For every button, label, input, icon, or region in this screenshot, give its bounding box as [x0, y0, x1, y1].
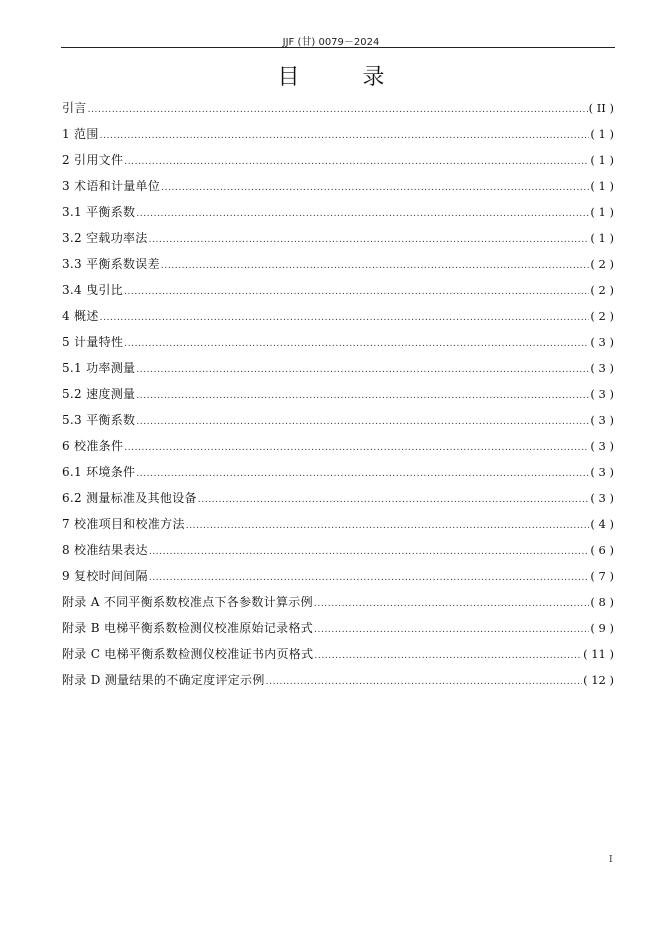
toc-page-number: ( 3 ) [590, 413, 614, 427]
toc-entry-label: 4 概述 [62, 309, 99, 323]
toc-page-number: ( 1 ) [590, 231, 614, 245]
toc-page-number: ( 12 ) [583, 673, 614, 687]
toc-dot-leader [136, 203, 589, 225]
toc-page-number: ( 3 ) [590, 361, 614, 375]
document-code-header: JJF (甘) 0079－2024 [282, 37, 380, 48]
toc-dot-leader [88, 99, 588, 121]
toc-dot-leader [149, 541, 590, 563]
toc-entry-label: 附录 C 电梯平衡系数检测仪校准证书内页格式 [62, 647, 314, 661]
toc-dot-leader [314, 619, 589, 641]
toc-page-number: ( 2 ) [590, 257, 614, 271]
toc-page-number: ( 8 ) [590, 595, 614, 609]
toc-entry-6-2[interactable] [62, 487, 614, 513]
toc-page-number: ( 3 ) [590, 439, 614, 453]
toc-page-number: ( 1 ) [590, 153, 614, 167]
toc-page-number: ( 11 ) [583, 647, 614, 661]
toc-dot-leader [136, 359, 589, 381]
toc-entry-6-1[interactable] [62, 461, 614, 487]
toc-entry-label: 附录 B 电梯平衡系数检测仪校准原始记录格式 [62, 621, 314, 635]
toc-entry-label: 9 复校时间间隔 [62, 569, 148, 583]
toc-entry-5[interactable] [62, 331, 614, 357]
toc-dot-leader [124, 281, 589, 303]
toc-entry-label: 7 校准项目和校准方法 [62, 517, 185, 531]
toc-entry-label: 5.3 平衡系数 [62, 413, 136, 427]
toc-entry-5-2[interactable] [62, 383, 614, 409]
toc-entry-label: 3.4 曳引比 [62, 283, 123, 297]
toc-entry-label: 5.2 速度测量 [62, 387, 136, 401]
toc-entry-5-1[interactable] [62, 357, 614, 383]
toc-page-number: ( 1 ) [590, 127, 614, 141]
toc-page-number: ( 3 ) [590, 387, 614, 401]
toc-dot-leader [198, 489, 590, 511]
toc-entry-label: 5 计量特性 [62, 335, 124, 349]
toc-entry-label: 6 校准条件 [62, 439, 124, 453]
toc-entry-1[interactable] [62, 123, 614, 149]
toc-entry-2[interactable] [62, 149, 614, 175]
toc-entry-label: 1 范围 [62, 127, 99, 141]
toc-page-number: ( 6 ) [590, 543, 614, 557]
toc-page-number: ( 3 ) [590, 465, 614, 479]
toc-dot-leader [100, 307, 590, 329]
toc-entry-label: 3 术语和计量单位 [62, 179, 161, 193]
toc-page-number: ( 2 ) [590, 309, 614, 323]
toc-page-number: ( 2 ) [590, 283, 614, 297]
toc-dot-leader [314, 593, 589, 615]
header-rule [61, 47, 615, 48]
toc-dot-leader [149, 229, 590, 251]
toc-entry-3-4[interactable] [62, 279, 614, 305]
toc-page-number: ( 3 ) [590, 491, 614, 505]
toc-entry-label: 6.2 测量标准及其他设备 [62, 491, 197, 505]
table-of-contents [62, 97, 614, 695]
footer-page-number: I [609, 855, 613, 865]
toc-entry-appendix-b[interactable] [62, 617, 614, 643]
toc-dot-leader [266, 671, 582, 693]
toc-entry-label: 附录 D 测量结果的不确定度评定示例 [62, 673, 265, 687]
toc-dot-leader [100, 125, 590, 147]
toc-dot-leader [124, 333, 589, 355]
toc-entry-3-2[interactable] [62, 227, 614, 253]
toc-entry-4[interactable] [62, 305, 614, 331]
toc-entry-3-1[interactable] [62, 201, 614, 227]
toc-entry-3[interactable] [62, 175, 614, 201]
toc-entry-5-3[interactable] [62, 409, 614, 435]
toc-entry-appendix-c[interactable] [62, 643, 614, 669]
toc-entry-label: 5.1 功率测量 [62, 361, 136, 375]
toc-dot-leader [124, 437, 589, 459]
toc-dot-leader [161, 255, 589, 277]
toc-dot-leader [136, 463, 589, 485]
toc-dot-leader [161, 177, 589, 199]
toc-entry-label: 6.1 环境条件 [62, 465, 136, 479]
page-title: 目 录 [277, 65, 413, 90]
toc-page-number: ( 3 ) [590, 335, 614, 349]
toc-dot-leader [124, 151, 589, 173]
toc-page-number: ( 4 ) [590, 517, 614, 531]
toc-page-number: ( II ) [588, 101, 614, 115]
toc-entry-9[interactable] [62, 565, 614, 591]
toc-dot-leader [136, 411, 589, 433]
toc-entry-6[interactable] [62, 435, 614, 461]
toc-entry-8[interactable] [62, 539, 614, 565]
toc-page-number: ( 1 ) [590, 205, 614, 219]
toc-page-number: ( 1 ) [590, 179, 614, 193]
toc-entry-appendix-d[interactable] [62, 669, 614, 695]
toc-entry-label: 3.3 平衡系数误差 [62, 257, 160, 271]
toc-entry-label: 引言 [62, 101, 87, 115]
toc-entry-label: 3.2 空载功率法 [62, 231, 148, 245]
toc-dot-leader [136, 385, 589, 407]
toc-entry-appendix-a[interactable] [62, 591, 614, 617]
toc-dot-leader [314, 645, 582, 667]
toc-entry-foreword[interactable] [62, 97, 614, 123]
toc-dot-leader [149, 567, 590, 589]
toc-entry-label: 3.1 平衡系数 [62, 205, 136, 219]
toc-entry-7[interactable] [62, 513, 614, 539]
toc-entry-label: 2 引用文件 [62, 153, 124, 167]
toc-dot-leader [186, 515, 590, 537]
toc-entry-3-3[interactable] [62, 253, 614, 279]
toc-page-number: ( 7 ) [590, 569, 614, 583]
toc-page-number: ( 9 ) [590, 621, 614, 635]
toc-entry-label: 8 校准结果表达 [62, 543, 148, 557]
toc-entry-label: 附录 A 不同平衡系数校准点下各参数计算示例 [62, 595, 313, 609]
